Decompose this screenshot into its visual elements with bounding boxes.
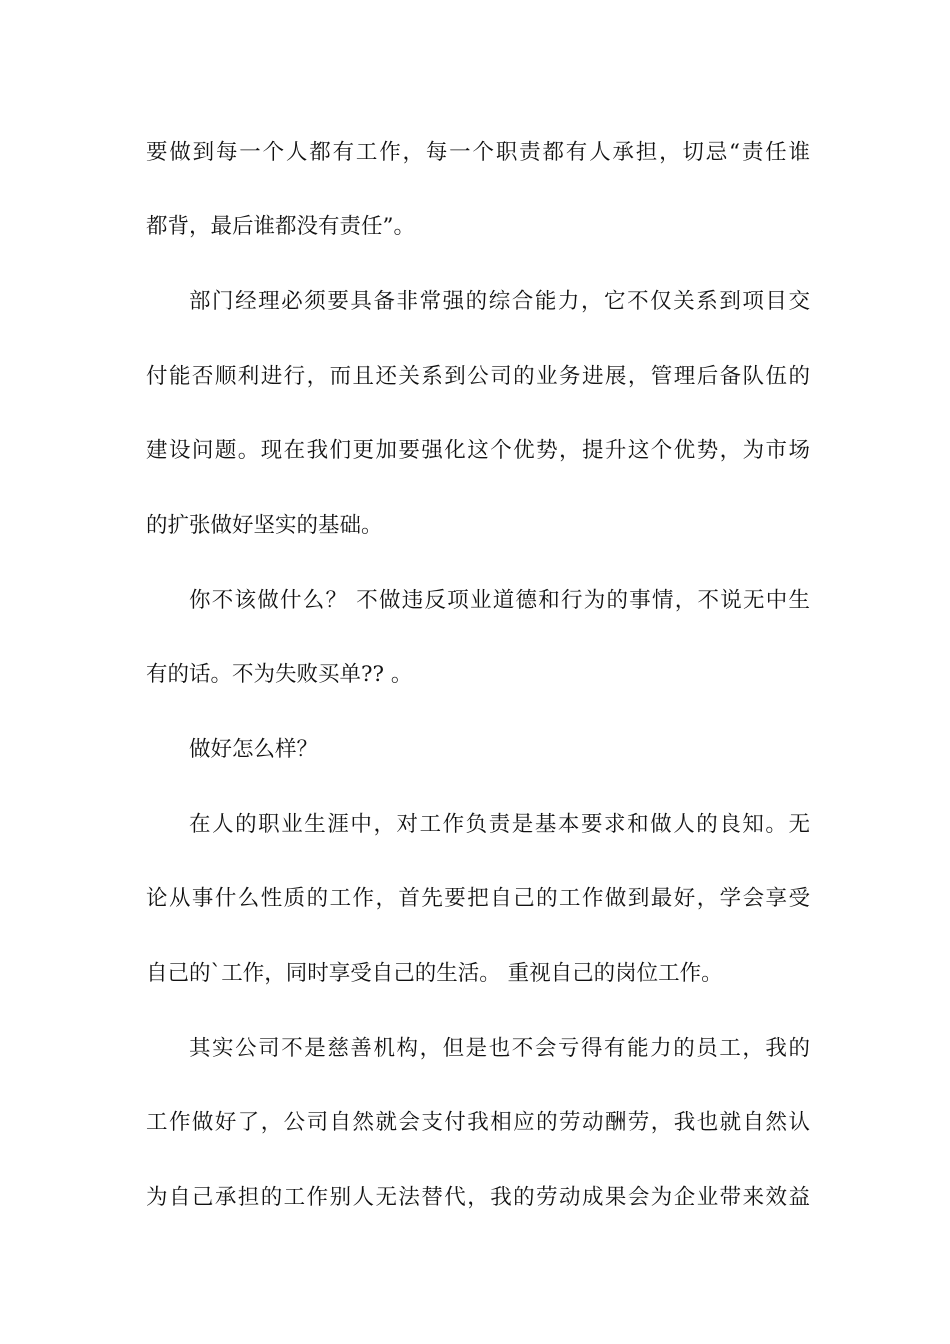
paragraph-6-line-3: 为自己承担的工作别人无法替代，我的劳动成果会为企业带来效益 <box>146 1185 810 1210</box>
paragraph-5-line-3: 自己的`工作，同时享受自己的生活。 重视自己的岗位工作。 <box>146 961 723 986</box>
paragraph-4-heading: 做好怎么样？ <box>189 737 319 762</box>
paragraph-5-line-2: 论从事什么性质的工作，首先要把自己的工作做到最好，学会享受 <box>146 886 810 911</box>
paragraph-5-line-1: 在人的职业生涯中，对工作负责是基本要求和做人的良知。无 <box>189 812 810 837</box>
paragraph-2-line-2: 付能否顺利进行，而且还关系到公司的业务进展，管理后备队伍的 <box>146 364 810 389</box>
paragraph-2-line-3: 建设问题。现在我们更加要强化这个优势，提升这个优势，为市场 <box>146 438 810 463</box>
paragraph-6-line-2: 工作做好了，公司自然就会支付我相应的劳动酬劳，我也就自然认 <box>146 1110 810 1135</box>
paragraph-1-line-1: 要做到每一个人都有工作，每一个职责都有人承担，切忌“责任谁 <box>146 140 810 165</box>
paragraph-3-line-1: 你不该做什么？ 不做违反项业道德和行为的事情，不说无中生 <box>189 588 810 613</box>
paragraph-2-line-4: 的扩张做好坚实的基础。 <box>146 513 383 538</box>
paragraph-3-line-2: 有的话。不为失败买单?? 。 <box>146 662 413 687</box>
paragraph-1-line-2: 都背，最后谁都没有责任”。 <box>146 214 415 239</box>
paragraph-6-line-1: 其实公司不是慈善机构，但是也不会亏得有能力的员工，我的 <box>189 1036 810 1061</box>
paragraph-2-line-1: 部门经理必须要具备非常强的综合能力，它不仅关系到项目交 <box>189 289 810 314</box>
